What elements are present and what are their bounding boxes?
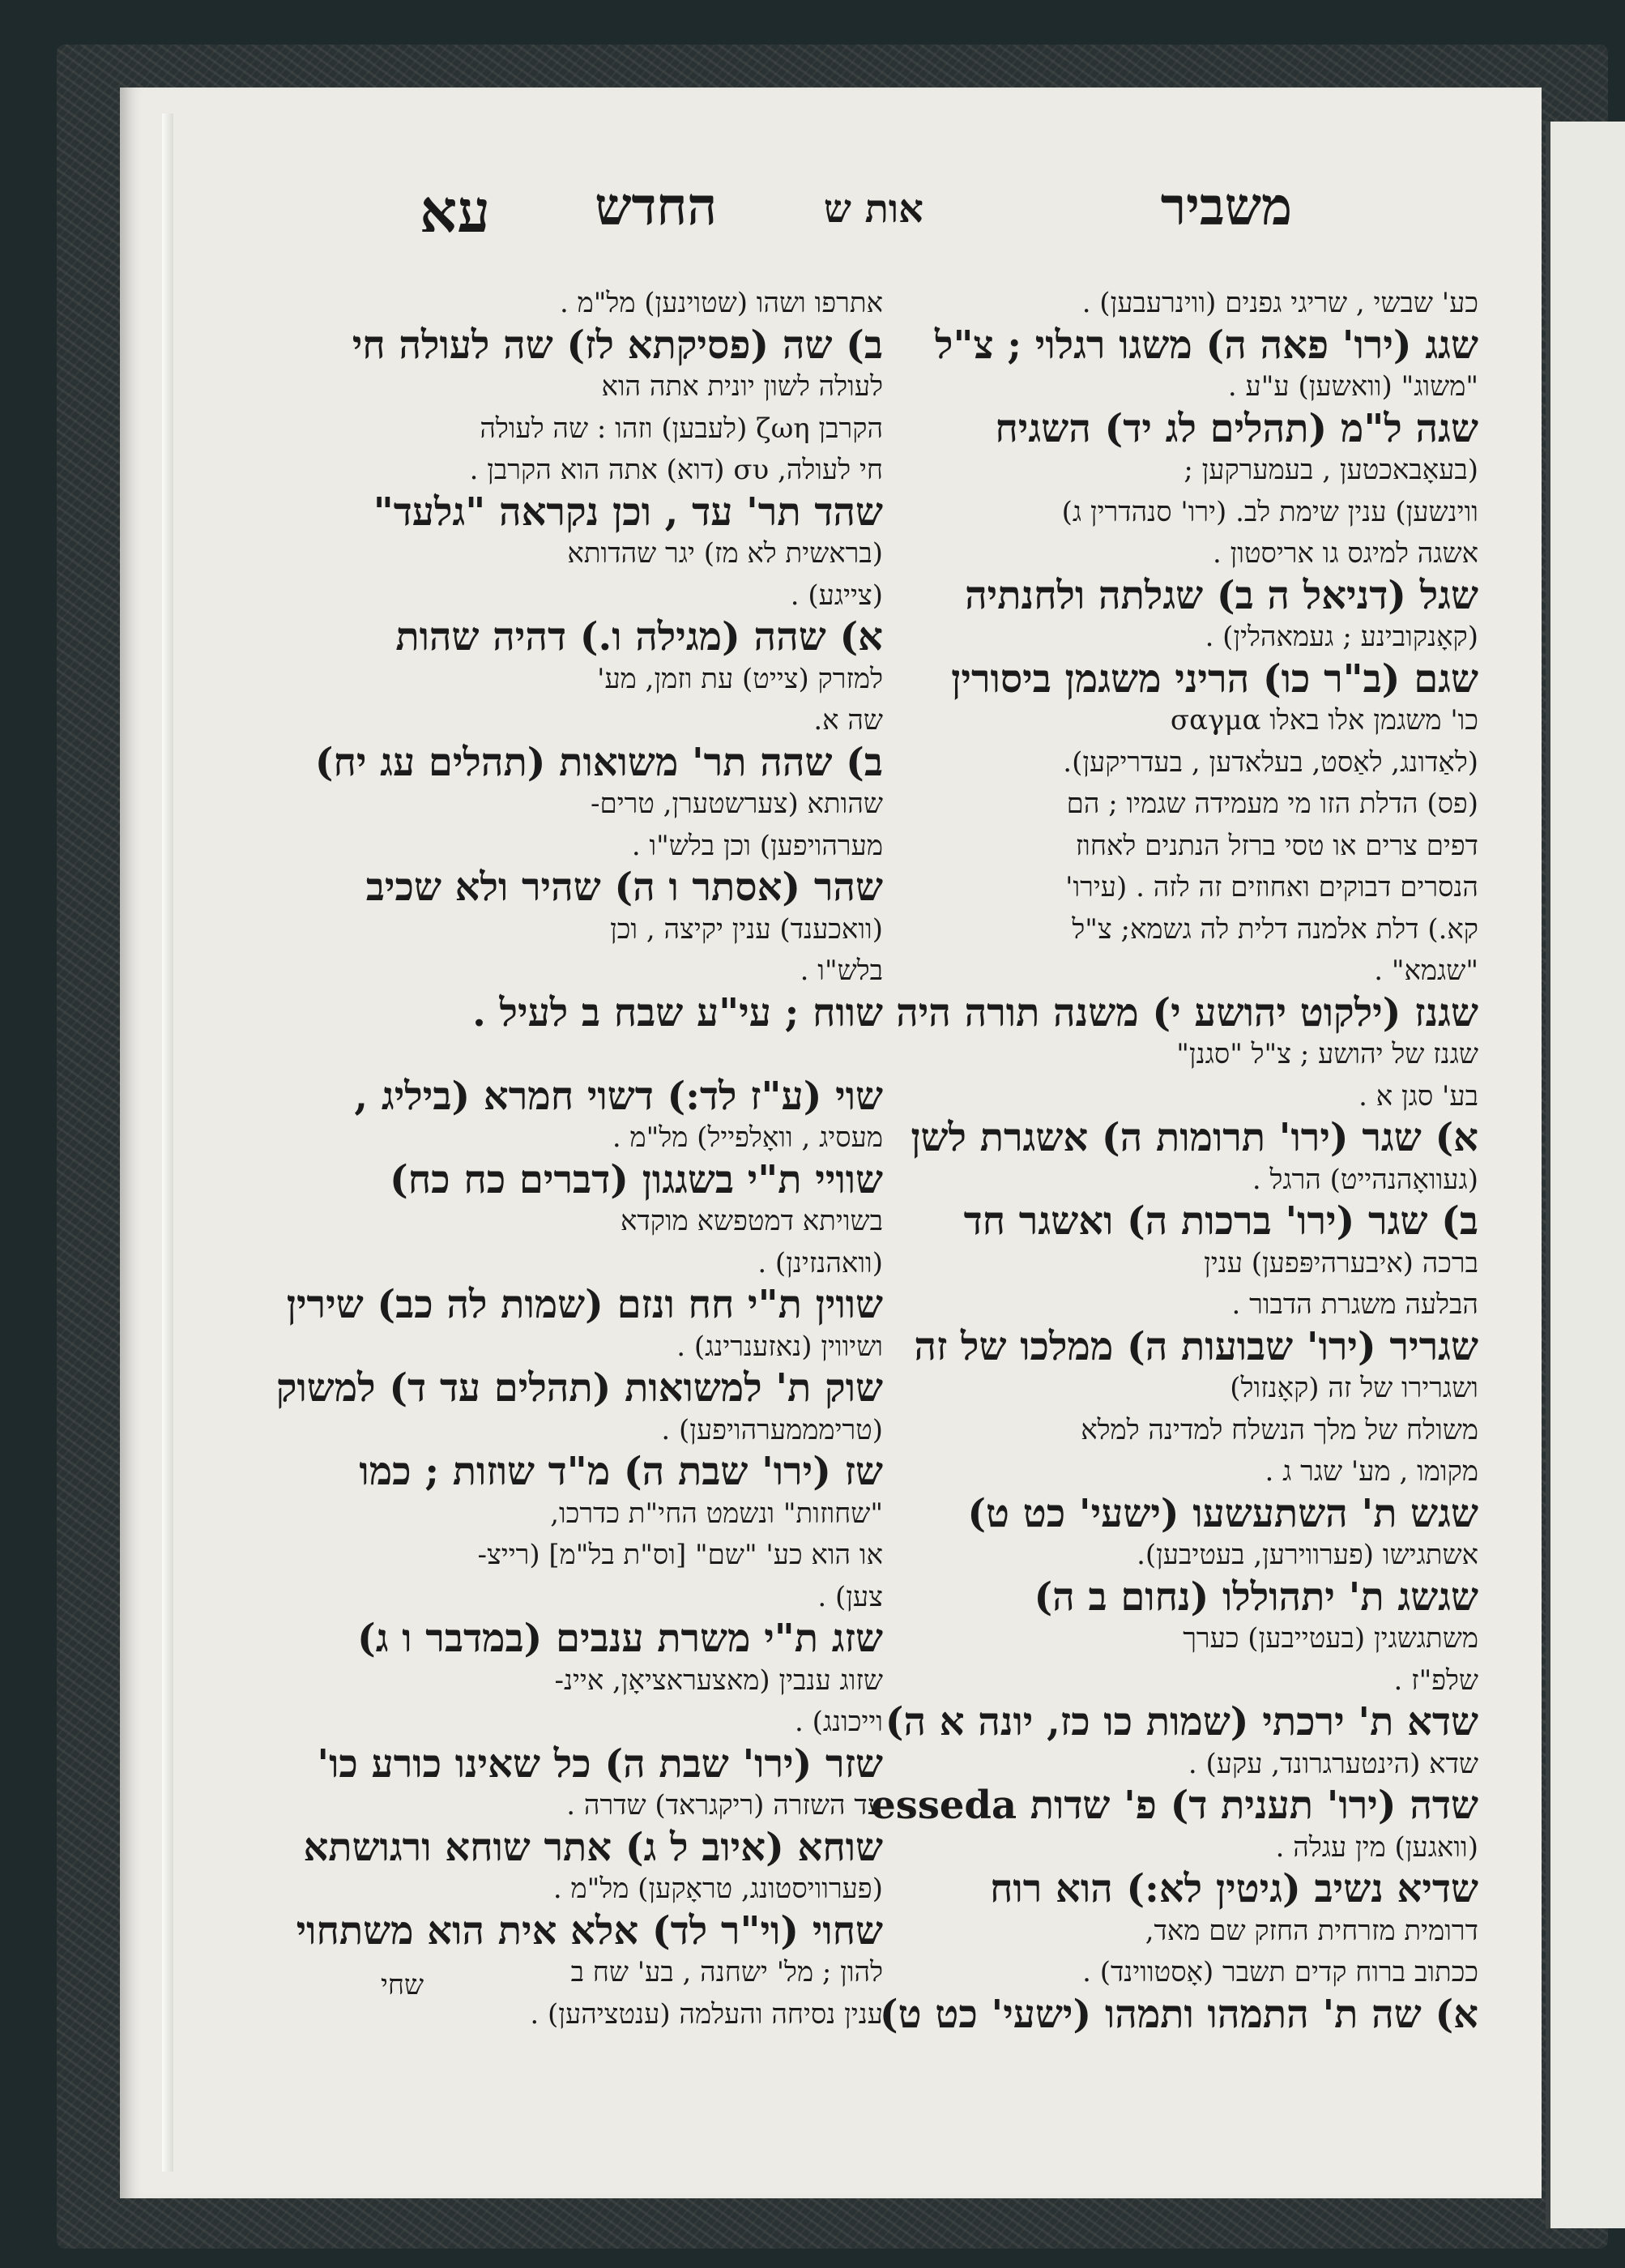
entry-line: (בראשית לא מז) יגר שהדותא — [567, 537, 883, 570]
entry-line: בשויתא דמטפשא מוקדא — [621, 1205, 883, 1237]
entry-line: הקרבן ζωη (לעבען) וזהו : שה לעולה — [480, 412, 883, 445]
entry-line: (פס) הדלת הזו מי מעמידה שגמיו ; הם — [1066, 788, 1478, 820]
header-title: משביר — [1160, 177, 1292, 237]
entry-line: שהותא (צערשטערן, טרים- — [591, 788, 883, 820]
entry-headline: שגנז (ילקוט יהושע י) משנה תורה היה — [896, 989, 1478, 1036]
entry-line: (קאָנקובינע ; געמאהלין) . — [1205, 621, 1478, 653]
entry-line: "שגמא" . — [1374, 955, 1478, 987]
entry-line: ככתוב ברוח קדים תשבר (אָסטווינד) . — [1082, 1956, 1478, 1988]
entry-headline: שוק ת' למשואות (תהלים עד ד) למשוק — [275, 1365, 883, 1411]
entry-line: או הוא כע' "שם" [וס"ת בל"מ] (רייצ- — [477, 1539, 883, 1571]
entry-headline: ב) שה (פסיקתא לז) שה לעולה חי — [352, 322, 883, 368]
entry-line: שה א. — [813, 704, 883, 737]
entry-line: להון ; מל' ישחנה , בע' שח ב — [570, 1956, 883, 1988]
entry-line: (פערוויסטונג, טראָקען) מל"מ . — [552, 1873, 883, 1905]
entry-line: ושיווין (נאזענרינג) . — [676, 1330, 883, 1363]
entry-headline: שדיא נשיב (גיטין לא:) הוא רוח — [990, 1866, 1478, 1911]
entry-headline: א) שהה (מגילה ו.) דהיה שהות — [395, 614, 883, 660]
entry-line: "שחוזות" ונשמט החי"ת כדרכו, — [550, 1497, 883, 1530]
entry-line: וייכונג) . — [794, 1706, 883, 1738]
entry-line: (וואגען) מין עגלה . — [1275, 1830, 1478, 1864]
entry-line: שגנז של יהושע ; צ"ל "סגנן" — [1176, 1038, 1478, 1070]
entry-line: שלפ"ז . — [1393, 1664, 1478, 1697]
entry-headline: א) שה ת' התמהו ותמהו (ישעי' כט ט) — [879, 1991, 1478, 2037]
entry-line: "משוג" (וואשען) ע"ע . — [1227, 370, 1478, 403]
entry-headline: שגש ת' השתעשעו (ישעי' כט ט) — [967, 1490, 1478, 1536]
entry-line: צען) . — [817, 1580, 883, 1613]
entry-line: כע' שבשי , שריגי גפנים (ווינרעבען) . — [1081, 287, 1478, 319]
entry-line: הנסרים דבוקים ואחוזים זה לזה . (עירו' — [1065, 871, 1478, 903]
entry-headline: שדה (ירו' תענית ד) פ' שדות esseda — [871, 1783, 1478, 1828]
entry-line: אתרפו ושהו (שטוינען) מל"מ . — [560, 287, 883, 319]
entry-line: הבלעה משגרת הדבור . — [1231, 1288, 1478, 1321]
entry-headline: שדא ת' ירכתי (שמות כו כז, יונה א ה) — [885, 1699, 1478, 1745]
next-page-edge — [1546, 122, 1625, 2228]
entry-headline: שגריר (ירו' שבועות ה) ממלכו של זה — [914, 1323, 1478, 1369]
entry-line: אשתגישו (פערווירען, בעטיבען). — [1137, 1539, 1478, 1571]
entry-line: מקומו , מע' שגר ג . — [1265, 1455, 1478, 1488]
header-subtitle: החדש — [595, 177, 717, 237]
entry-line: (לאַדונג, לאַסט, בעלאדען , בעדריקען). — [1063, 745, 1478, 779]
entry-line: למזרק (צייט) עת וזמן, מע' — [597, 662, 883, 695]
entry-headline: שזר (ירו' שבת ה) כל שאינו כורע כו' — [317, 1741, 883, 1787]
entry-line: עד השזרה (ריקגראד) שדרה . — [566, 1789, 883, 1822]
entry-headline: שהר (אסתר ו ה) שהיר ולא שכיב — [365, 865, 883, 910]
entry-line: חי לעולה, συ (דוא) אתה הוא הקרבן . — [469, 454, 883, 486]
entry-line: (בעאָבאכטען , בעמערקען ; — [1184, 454, 1478, 486]
entry-headline: שחוי (וי"ר לד) אלא אית הוא משתחוי — [296, 1907, 883, 1954]
entry-line: (געוואָהנהייט) הרגל . — [1252, 1163, 1478, 1196]
page-number: עא — [420, 177, 490, 246]
entry-headline: שוחא (איוב ל ג) אתר שוחא ורגושתא — [303, 1824, 883, 1870]
entry-line: כו' משגמן אלו באלו σαγμα — [1170, 704, 1478, 737]
entry-line: מערהויפען) וכן בלש"ו . — [631, 829, 883, 862]
entry-line: דרומית מזרחית החזק שם מאד, — [1145, 1914, 1478, 1947]
entry-headline: שגם (ב"ר כו) הריני משגמן ביסורין — [951, 656, 1478, 702]
entry-line: אשגה למיגס גו אריסטון . — [1212, 537, 1478, 570]
entry-line: משולח של מלך הנשלח למדינה למלא — [1081, 1413, 1478, 1446]
entry-line: ווינשען) ענין שימת לב. (ירו' סנהדרין ג) — [1061, 495, 1478, 528]
entry-headline: שגל (דניאל ה ב) שגלתה ולחנתיה — [965, 572, 1478, 618]
entry-line: (וואכענד) ענין יקיצה , וכן — [610, 912, 883, 946]
entry-line: (צייגע) . — [790, 579, 883, 612]
entry-line: (טרימממערהויפען) . — [661, 1413, 883, 1446]
entry-line: שדא (הינטערגרונד, עקע) . — [1188, 1747, 1478, 1780]
entry-line: (וואהנזינן) . — [757, 1246, 883, 1279]
entry-headline: א) שגר (ירו' תרומות ה) אשגרת לשן — [911, 1115, 1478, 1160]
entry-line: דפים צרים או טסי ברזל הנתנים לאחוז — [1075, 829, 1478, 862]
entry-headline: שהד תר' עד , וכן נקראה "גלעד" — [373, 489, 883, 535]
page-gutter — [162, 113, 173, 2172]
entry-line: לעולה לשון יונית אתה הוא — [601, 370, 883, 403]
running-header — [328, 177, 1292, 266]
entry-line: משתגשגין (בעטייבען) כערך — [1183, 1622, 1478, 1655]
entry-headline: שגג (ירו' פאה ה) משגו רגלוי ; צ"ל — [935, 322, 1478, 368]
entry-line: מעסיג , וואָלפייל) מל"מ . — [612, 1121, 883, 1154]
entry-line: שזוג ענבין (מאצעראציאָן, איינ- — [554, 1664, 883, 1697]
entry-line: ברכה (איבערהיפּפען) ענין — [1204, 1246, 1478, 1279]
entry-headline: שווין ת"י חח ונזם (שמות לה כב) שירין — [286, 1282, 883, 1327]
entry-headline: שזג ת"י משרת ענבים (במדבר ו ג) — [356, 1616, 883, 1661]
entry-line — [312, 1033, 883, 1075]
header-letter: אות ש — [823, 186, 923, 232]
entry-headline: שז (ירו' שבת ה) מ"ד שוזות ; כמו — [359, 1449, 883, 1494]
entry-headline: שגה ל"מ (תהלים לג יד) השגיח — [995, 405, 1478, 451]
entry-line: בע' סגן א . — [1358, 1079, 1478, 1113]
catchword: שחי — [381, 1969, 424, 2001]
entry-line: ושגרירו של זה (קאָנזול) — [1230, 1372, 1478, 1404]
entry-line: בלש"ו . — [800, 955, 883, 987]
entry-headline: שווח ; עי"ע שבח ב לעיל . — [472, 989, 883, 1036]
entry-line: ענין נסיחה והעלמה (ענטציהען) . — [530, 1997, 883, 2031]
entry-headline: שוי (ע"ז לד:) דשוי חמרא (ביליג , — [354, 1073, 883, 1119]
entry-headline: ב) שגר (ירו' ברכות ה) ואשגר חד — [963, 1198, 1478, 1244]
entry-headline: שוויי ת"י בשגגון (דברים כח כח) — [390, 1156, 883, 1202]
entry-headline: שגשג ת' יתהוללו (נחום ב ה) — [1034, 1574, 1478, 1620]
entry-headline: ב) שהה תר' משואות (תהלים עג יח) — [314, 739, 883, 785]
entry-line: קא.) דלת אלמנה דלית לה גשמא; צ"ל — [1072, 912, 1478, 946]
